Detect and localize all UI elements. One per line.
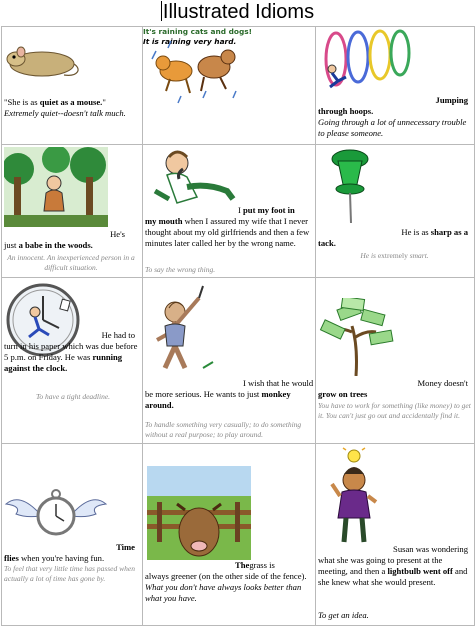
idiom-meaning-pre: He is xyxy=(360,251,378,260)
idiom-meaning-post: smart. xyxy=(407,251,429,260)
idiom-cell-jumping-through-hoops xyxy=(316,27,475,145)
idiom-body: always greener (on the other side of the fence). xyxy=(145,571,307,581)
idiom-phrase: grow on trees xyxy=(318,389,368,399)
idiom-meaning: What you don't have always looks better than what you have. xyxy=(145,582,302,603)
idiom-phrase-a: The xyxy=(235,560,250,570)
idiom-post: when you're having fun. xyxy=(18,553,105,563)
idiom-meaning: To feel that very little time has passed when actually a lot of time has gone by. xyxy=(4,564,135,583)
mouse-icon xyxy=(4,39,84,81)
idiom-post: and she knew what she would present. xyxy=(318,566,468,587)
idioms-table xyxy=(1,26,475,626)
idiom-meaning: You have to work for something (like money) to get it. You can't just go out and accidentally find it. xyxy=(318,401,471,420)
money-tree-icon xyxy=(318,298,398,376)
idiom-meaning: To say the wrong thing. xyxy=(145,265,216,274)
idiom-pre: Money doesn't xyxy=(417,378,468,388)
idiom-cell-babe-in-the-woods xyxy=(2,145,143,278)
idiom-meaning: Going through a lot of unnecessary trouble to please someone. xyxy=(318,117,467,138)
monkey-icon xyxy=(145,282,235,378)
babe-woods-icon xyxy=(4,147,108,227)
idiom-cell-money-trees xyxy=(316,278,475,444)
idiom-meaning-em: extremely xyxy=(377,251,408,260)
idiom-cell-raining-cats-and-dogs xyxy=(143,27,316,145)
idiom-phrase-a: put my foot in xyxy=(243,205,295,215)
idiom-phrase: a babe in the woods. xyxy=(18,240,93,250)
cow-fence-icon xyxy=(147,466,251,560)
idiom-pre: He is as xyxy=(401,227,431,237)
cats-dogs-icon xyxy=(146,31,246,109)
idiom-pre: He had to xyxy=(101,330,135,340)
idiom-phrase-b: my mouth xyxy=(145,216,183,226)
idiom-phrase-a: Jumping xyxy=(435,95,468,105)
idiom-body: what she was going to present at the meeting, and then a xyxy=(318,555,443,576)
hoops-icon xyxy=(318,29,418,97)
idiom-cell-grass-is-greener xyxy=(143,444,316,626)
idiom-cell-foot-in-mouth xyxy=(143,145,316,278)
idiom-post: " xyxy=(102,97,106,107)
idiom-cell-running-against-the-clock xyxy=(2,278,143,444)
idiom-phrase-b: through hoops. xyxy=(318,106,374,116)
idiom-cell-monkey-around xyxy=(143,278,316,444)
idiom-meaning: To have a tight deadline. xyxy=(35,392,111,401)
idiom-pre: "She is as xyxy=(4,97,40,107)
idiom-phrase: sharp as a xyxy=(430,227,468,237)
idiom-phrase: It's raining cats and dogs! xyxy=(143,27,253,36)
idiom-pre: Time xyxy=(116,542,135,552)
idiom-body: turn in his paper which was due before 5 p.m. on Friday. He was xyxy=(4,341,138,362)
tack-icon xyxy=(326,147,386,227)
idiom-pre2: just xyxy=(4,240,19,250)
idiom-phrase: lightbulb went off xyxy=(387,566,453,576)
idiom-meaning: It is raining very hard. xyxy=(143,37,237,46)
idiom-post: when I assured my wife that I never thought about my old girlfriends and then a few minutes later called her by the wrong name. xyxy=(145,216,310,248)
idiom-meaning: An innocent. An inexperienced person in a difficult situation. xyxy=(7,253,135,272)
idiom-pre: He's xyxy=(110,229,125,239)
idiom-phrase: flies xyxy=(4,553,19,563)
idiom-meaning: Extremely quiet--doesn't talk much. xyxy=(4,108,126,118)
flying-clock-icon xyxy=(4,484,108,544)
foot-mouth-icon xyxy=(147,147,247,209)
idiom-phrase: running against the clock. xyxy=(4,352,123,373)
idiom-post: tack. xyxy=(318,238,336,248)
idiom-phrase: quiet as a mouse. xyxy=(39,97,103,107)
idiom-meaning: To handle something very casually; to do something without a real purpose; to play around. xyxy=(145,420,302,439)
idiom-pre: I xyxy=(238,205,244,215)
idiom-pre: I wish that he would xyxy=(243,378,314,388)
idiom-meaning: To get an idea. xyxy=(318,610,369,620)
idiom-cell-lightbulb-went-off xyxy=(316,444,475,626)
idiom-pre: Susan was wondering xyxy=(393,544,468,554)
idiom-cell-sharp-as-a-tack xyxy=(316,145,475,278)
idiom-cell-quiet-as-a-mouse xyxy=(2,27,143,145)
idiom-phrase: monkey around. xyxy=(145,389,291,410)
lightbulb-icon xyxy=(320,446,386,546)
idiom-phrase-b: grass is xyxy=(249,560,275,570)
idiom-cell-time-flies xyxy=(2,444,143,626)
idiom-body: be more serious. He wants to just xyxy=(145,389,262,399)
page-title: Illustrated Idioms xyxy=(162,1,315,23)
